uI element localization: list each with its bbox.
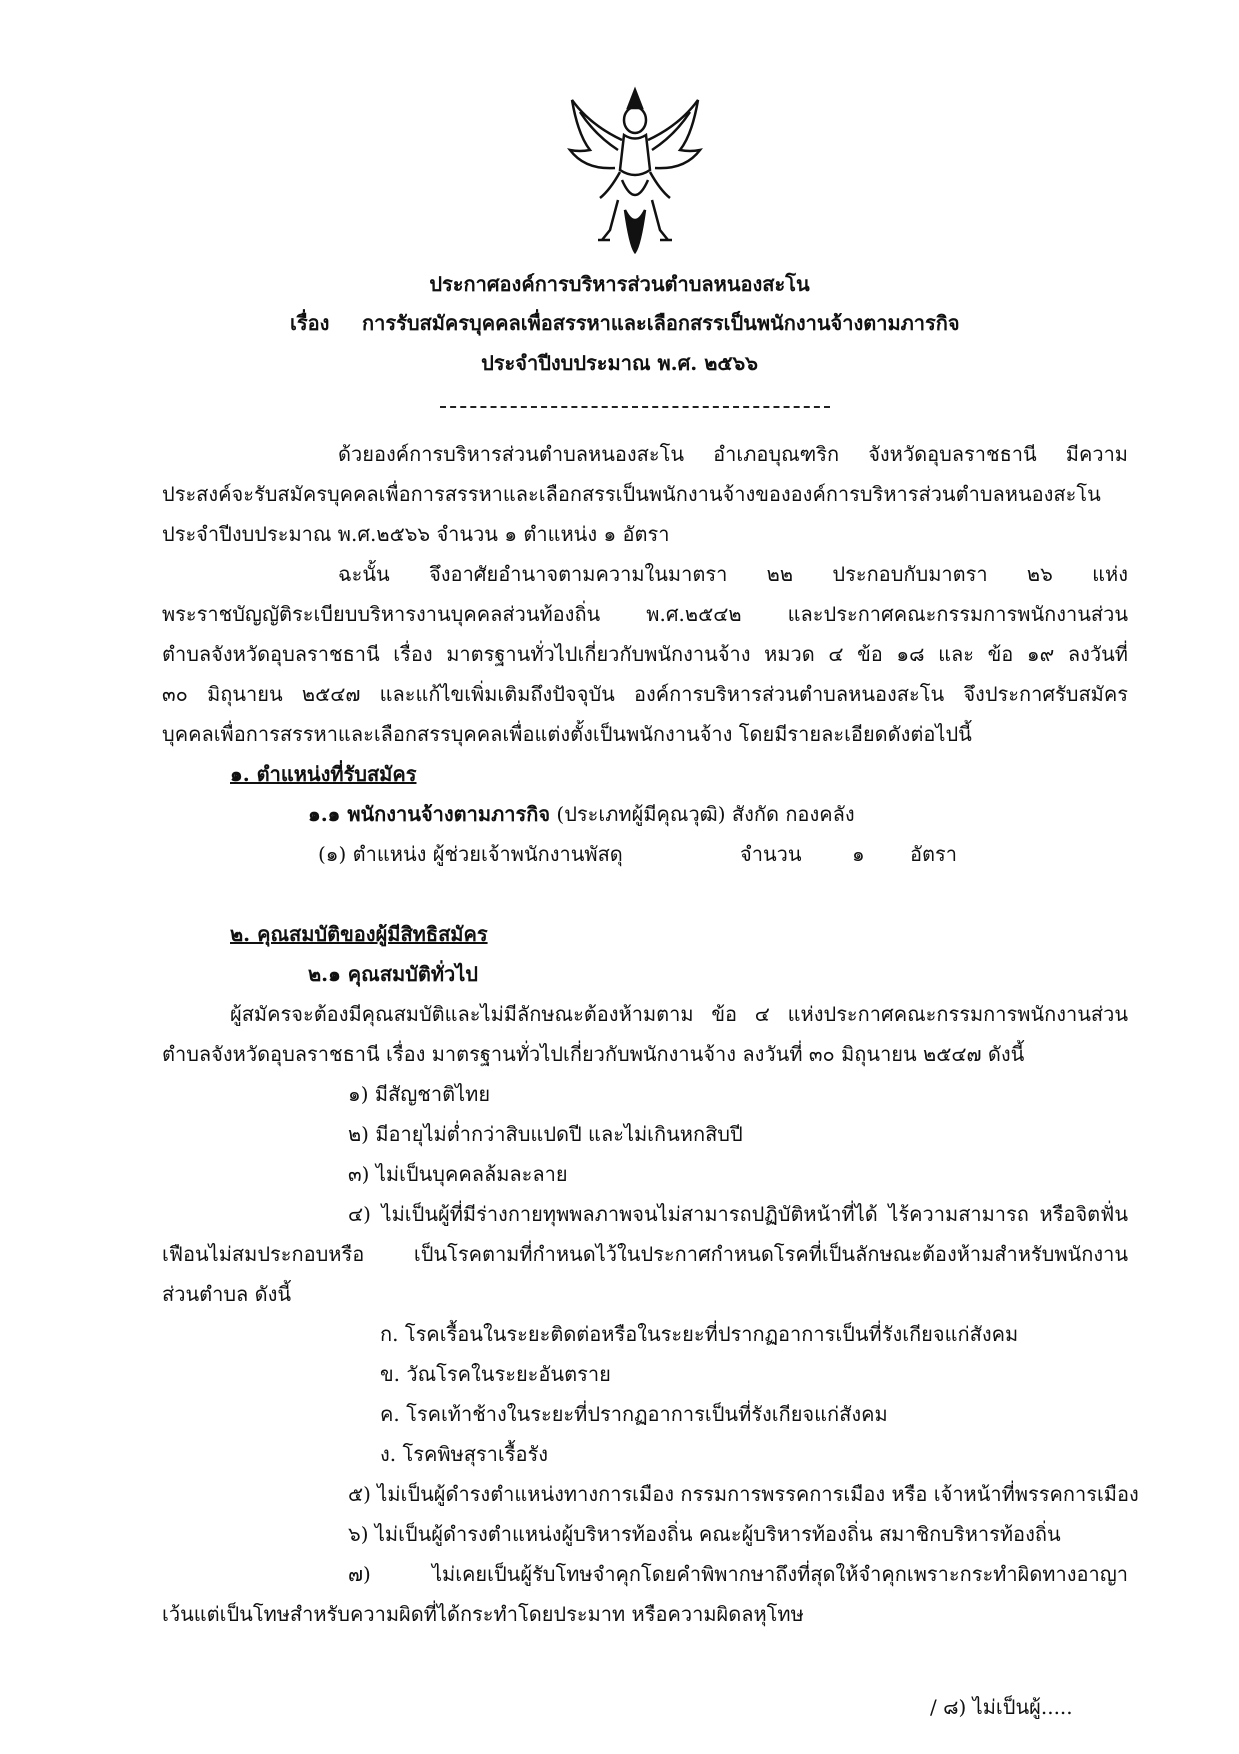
- subject-text: การรับสมัครบุคคลเพื่อสรรหาและเลือกสรรเป็นพนักงานจ้างตามภารกิจ: [362, 311, 960, 335]
- position-title: (๑) ตำแหน่ง ผู้ช่วยเจ้าพนักงานพัสดุ: [318, 842, 623, 866]
- qualification-item4-line2: เฟือนไม่สมประกอบหรือ เป็นโรคตามที่กำหนดไว้ในประกาศกำหนดโรคที่เป็นลักษณะต้องห้ามสำหรับพนักงาน: [162, 1242, 1128, 1266]
- fiscal-year: ประจำปีงบประมาณ พ.ศ. ๒๕๖๖: [481, 351, 758, 375]
- garuda-emblem-icon: [560, 80, 710, 255]
- position-unit: อัตรา: [910, 842, 957, 866]
- qualification-item: ๕) ไม่เป็นผู้ดำรงตำแหน่งทางการเมือง กรรมการพรรคการเมือง หรือ เจ้าหน้าที่พรรคการเมือง: [348, 1482, 1139, 1506]
- disease-item: ข. วัณโรคในระยะอันตราย: [380, 1362, 611, 1386]
- document-title: ประกาศองค์การบริหารส่วนตำบลหนองสะโน: [429, 272, 810, 296]
- qualification-item: ๓) ไม่เป็นบุคคลล้มละลาย: [348, 1162, 568, 1186]
- section1-subheading-rest: (ประเภทผู้มีคุณวุฒิ) สังกัด กองคลัง: [550, 802, 855, 826]
- section2-subheading: ๒.๑ คุณสมบัติทั่วไป: [308, 962, 478, 986]
- intro-p1-line2: ประสงค์จะรับสมัครบุคคลเพื่อการสรรหาและเลือกสรรเป็นพนักงานจ้างขององค์การบริหารส่วนตำบลหนองสะโน: [162, 482, 1101, 506]
- intro-p2-line5: บุคคลเพื่อการสรรหาและเลือกสรรบุคคลเพื่อแต่งตั้งเป็นพนักงานจ้าง โดยมีรายละเอียดดังต่อไปนี้: [162, 722, 972, 746]
- qualification-item: ๑) มีสัญชาติไทย: [348, 1082, 491, 1106]
- disease-item: ก. โรคเรื้อนในระยะติดต่อหรือในระยะที่ปรากฏอาการเป็นที่รังเกียจแก่สังคม: [380, 1322, 1019, 1346]
- position-count-label: จำนวน: [740, 842, 802, 866]
- qualification-item: ๒) มีอายุไม่ต่ำกว่าสิบแปดปี และไม่เกินหกสิบปี: [348, 1122, 743, 1146]
- intro-p2-line4: ๓๐ มิถุนายน ๒๕๔๗ และแก้ไขเพิ่มเติมถึงปัจจุบัน องค์การบริหารส่วนตำบลหนองสะโน จึงประกาศรับสมัคร: [162, 682, 1128, 706]
- subject-label: เรื่อง: [290, 311, 330, 335]
- qualification-item4-line3: ส่วนตำบล ดังนี้: [162, 1282, 292, 1306]
- section2-intro-line1: ผู้สมัครจะต้องมีคุณสมบัติและไม่มีลักษณะต้องห้ามตาม ข้อ ๔ แห่งประกาศคณะกรรมการพนักงานส่วน: [230, 1002, 1128, 1026]
- qualification-item7-line2: เว้นแต่เป็นโทษสำหรับความผิดที่ได้กระทำโดยประมาท หรือความผิดลหุโทษ: [162, 1602, 804, 1626]
- intro-p2-line1: ฉะนั้น จึงอาศัยอำนาจตามความในมาตรา ๒๒ ประกอบกับมาตรา ๒๖ แห่ง: [338, 562, 1128, 586]
- qualification-item4-line1: ๔) ไม่เป็นผู้ที่มีร่างกายทุพพลภาพจนไม่สามารถปฏิบัติหน้าที่ได้ ไร้ความสามารถ หรือจิตฟั่น: [348, 1202, 1128, 1226]
- section1-subheading: [308, 801, 855, 827]
- disease-item: ค. โรคเท้าช้างในระยะที่ปรากฏอาการเป็นที่รังเกียจแก่สังคม: [380, 1402, 888, 1426]
- divider-dashed: [440, 406, 830, 408]
- page-continuation: / ๘) ไม่เป็นผู้.....: [930, 1695, 1073, 1719]
- disease-item: ง. โรคพิษสุราเรื้อรัง: [380, 1442, 548, 1466]
- section2-intro-line2: ตำบลจังหวัดอุบลราชธานี เรื่อง มาตรฐานทั่วไปเกี่ยวกับพนักงานจ้าง ลงวันที่ ๓๐ มิถุนายน ๒๕๔๗ ดังนี้: [162, 1042, 1025, 1066]
- intro-p1-line1: ด้วยองค์การบริหารส่วนตำบลหนองสะโน อำเภอบุณฑริก จังหวัดอุบลราชธานี มีความ: [338, 442, 1128, 466]
- section2-heading: ๒. คุณสมบัติของผู้มีสิทธิสมัคร: [230, 922, 488, 946]
- intro-p1-line3: ประจำปีงบประมาณ พ.ศ.๒๕๖๖ จำนวน ๑ ตำแหน่ง ๑ อัตรา: [162, 522, 670, 546]
- section1-heading: ๑. ตำแหน่งที่รับสมัคร: [230, 762, 417, 786]
- position-count: ๑: [852, 842, 865, 866]
- qualification-item: ๖) ไม่เป็นผู้ดำรงตำแหน่งผู้บริหารท้องถิ่น คณะผู้บริหารท้องถิ่น สมาชิกบริหารท้องถิ่น: [348, 1522, 1061, 1546]
- intro-p2-line2: พระราชบัญญัติระเบียบบริหารงานบุคคลส่วนท้องถิ่น พ.ศ.๒๕๔๒ และประกาศคณะกรรมการพนักงานส่วน: [162, 602, 1128, 626]
- section1-subheading-bold: ๑.๑ พนักงานจ้างตามภารกิจ: [308, 802, 551, 826]
- qualification-item7-line1: ๗) ไม่เคยเป็นผู้รับโทษจำคุกโดยคำพิพากษาถึงที่สุดให้จำคุกเพราะกระทำผิดทางอาญา: [348, 1562, 1128, 1586]
- intro-p2-line3: ตำบลจังหวัดอุบลราชธานี เรื่อง มาตรฐานทั่วไปเกี่ยวกับพนักงานจ้าง หมวด ๔ ข้อ ๑๘ และ ข้อ ๑๙ ลงวันที่: [162, 642, 1128, 666]
